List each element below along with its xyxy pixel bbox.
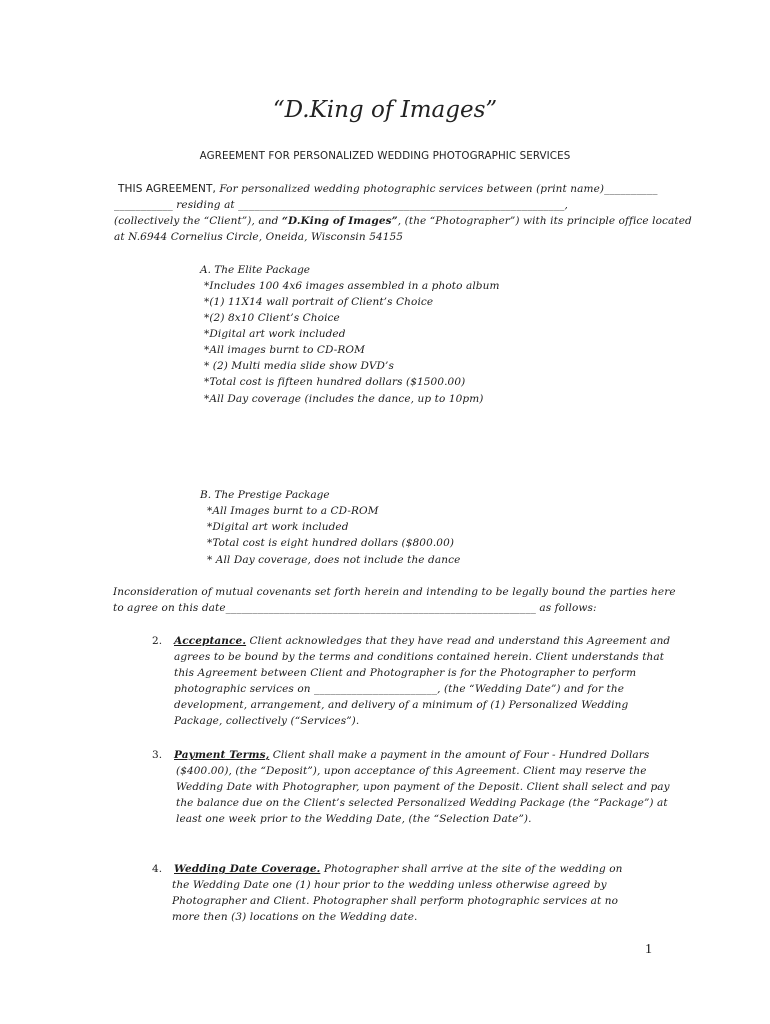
package-b-item: *Total cost is eight hundred dollars ($800.00) — [207, 537, 455, 549]
package-a-item: * (2) Multi media slide show DVD’s — [204, 360, 394, 372]
section-4-number: 4. — [152, 863, 163, 875]
package-a-item: *(2) 8x10 Client’s Choice — [204, 312, 340, 324]
package-a-item: *Includes 100 4x6 images assembled in a photo album — [204, 280, 500, 292]
package-a-title: A. The Elite Package — [200, 264, 311, 276]
agreement-heading: AGREEMENT FOR PERSONALIZED WEDDING PHOTOGRAPHIC SERVICES — [199, 150, 571, 162]
document-title: “D.King of Images” — [272, 97, 498, 123]
section-3-line: the balance due on the Client’s selected Personalized Wedding Package (the “Package”) at — [176, 797, 668, 809]
section-2-number: 2. — [152, 635, 163, 647]
section-2-line: agrees to be bound by the terms and conditions contained herein. Client understands that — [174, 651, 665, 663]
section-2-line: Package, collectively (“Services”). — [174, 715, 360, 727]
package-b-item: * All Day coverage, does not include the dance — [207, 554, 461, 566]
intro-line-3-a: (collectively the “Client”), and — [114, 215, 282, 227]
section-3-number: 3. — [152, 749, 163, 761]
photographer-name: “D.King of Images” — [281, 215, 398, 227]
intro-line-3-b: , (the “Photographer”) with its principle office located — [397, 215, 692, 227]
section-3-label: Payment Terms, — [174, 749, 270, 761]
package-b-item: *Digital art work included — [207, 521, 349, 533]
section-2-label: Acceptance. — [174, 635, 247, 647]
section-3-text: Client shall make a payment in the amount of Four - Hundred Dollars — [269, 749, 650, 761]
package-a-item: *Total cost is fifteen hundred dollars ($1500.00) — [204, 376, 466, 388]
section-4-line: the Wedding Date one (1) hour prior to the wedding unless otherwise agreed by — [172, 879, 607, 891]
section-2-line: photographic services on _______________________, (the “Wedding Date”) and for the — [174, 683, 625, 695]
section-4-line-1 — [152, 861, 623, 877]
intro-line-1 — [118, 181, 658, 197]
intro-line-3 — [114, 213, 692, 229]
page-number: 1 — [645, 942, 652, 957]
section-4-line: more then (3) locations on the Wedding date. — [172, 911, 418, 923]
section-3-line-1 — [152, 747, 649, 763]
section-2-line: this Agreement between Client and Photographer is for the Photographer to perform — [174, 667, 637, 679]
package-a-item: *All Day coverage (includes the dance, up to 10pm) — [204, 393, 484, 405]
section-3-line: Wedding Date with Photographer, upon payment of the Deposit. Client shall select and pay — [176, 781, 670, 793]
section-4-text: Photographer shall arrive at the site of the wedding on — [320, 863, 623, 875]
package-a-item: *All images burnt to CD-ROM — [204, 344, 365, 356]
section-3-line: ($400.00), (the “Deposit”), upon acceptance of this Agreement. Client may reserve the — [176, 765, 647, 777]
package-a-item: *Digital art work included — [204, 328, 346, 340]
section-2-text: Client acknowledges that they have read and understand this Agreement and — [246, 635, 671, 647]
intro-lead: THIS AGREEMENT, — [118, 183, 216, 195]
section-4-label: Wedding Date Coverage. — [174, 863, 321, 875]
section-4-line: Photographer and Client. Photographer shall perform photographic services at no — [172, 895, 619, 907]
package-b-title: B. The Prestige Package — [200, 489, 330, 501]
consideration-line-1: Inconsideration of mutual covenants set forth herein and intending to be legally bound the parties here — [113, 586, 676, 598]
section-2-line-1 — [152, 633, 670, 649]
package-b-item: *All Images burnt to a CD-ROM — [207, 505, 379, 517]
consideration-line-2: to agree on this date__________________________________________________________ as follows: — [113, 602, 597, 614]
intro-line-1-rest: For personalized wedding photographic services between (print name)__________ — [215, 183, 658, 195]
package-a-item: *(1) 11X14 wall portrait of Client’s Choice — [204, 296, 434, 308]
intro-line-2: ___________ residing at _____________________________________________________________, — [114, 199, 568, 211]
section-3-line: least one week prior to the Wedding Date, (the “Selection Date”). — [176, 813, 532, 825]
section-2-line: development, arrangement, and delivery of a minimum of (1) Personalized Wedding — [174, 699, 629, 711]
intro-line-4: at N.6944 Cornelius Circle, Oneida, Wisconsin 54155 — [114, 231, 404, 243]
